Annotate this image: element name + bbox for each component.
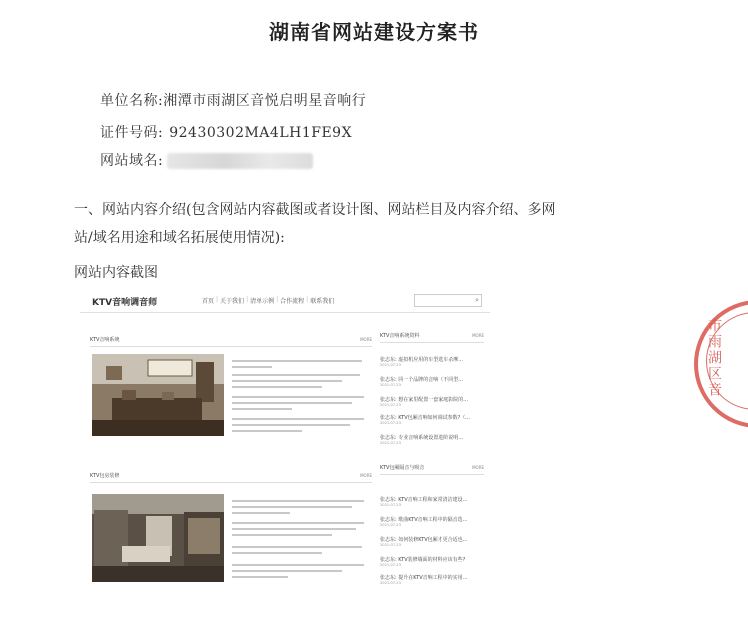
right-section-more-2: MORE	[472, 465, 484, 470]
right-section-title-1: KTV音响系统资料	[380, 333, 420, 339]
nav-item-cases: 清单示例	[250, 298, 275, 305]
website-screenshot	[80, 290, 490, 612]
right-section-head-1	[380, 332, 484, 343]
news-item: 张志东: 如何装修KTV包厢才更合适也... 2021-07-23	[380, 537, 468, 547]
unit-name-label: 单位名称:	[100, 93, 164, 109]
ktv-room-photo-2	[92, 494, 224, 582]
news-item: 张志东: KTV音响工程和家常清洁建设... 2021-07-23	[380, 497, 468, 507]
site-search-box	[414, 294, 482, 307]
left-section-more-1: MORE	[360, 337, 372, 342]
right-section-head-2	[380, 464, 484, 475]
document-title: 湖南省网站建设方案书	[269, 20, 479, 44]
search-icon: ⌕	[475, 296, 479, 304]
screenshot-caption: 网站内容截图	[74, 265, 158, 281]
news-item: 张志东: 专业音响系统设置进阶说明... 2021-07-23	[380, 435, 464, 445]
unit-name-value: 湘潭市雨湖区音悦启明星音响行	[163, 93, 367, 109]
domain-row	[100, 150, 313, 170]
domain-redacted	[167, 153, 313, 169]
section-1-intro	[74, 196, 674, 252]
cert-number-value: 92430302MA4LH1FE9X	[169, 125, 353, 141]
left-section-head-2	[90, 472, 372, 483]
ktv-room-photo-1	[92, 354, 224, 436]
official-seal-text: 市雨湖区音	[706, 318, 722, 398]
unit-name-row	[100, 90, 366, 110]
cert-number-label: 证件号码:	[100, 125, 164, 141]
news-item: 张志东: KTV包厢音响如何调试参数?（... 2021-07-23	[380, 415, 471, 425]
nav-item-process: 合作流程	[280, 298, 305, 305]
nav-item-about: 关于我们	[220, 298, 245, 305]
news-item: 张志东: 歌曲KTV音响工程中的隔音选... 2021-07-23	[380, 517, 468, 527]
left-section-title-1: KTV音响系统	[90, 337, 120, 343]
cert-number-row	[100, 122, 352, 142]
right-section-title-2: KTV包厢隔音与吸音	[380, 465, 425, 471]
site-nav-items: 首页 | 关于我们 | 清单示例 | 合作流程 | 联系我们	[202, 296, 335, 305]
site-logo: KTV音响调音师	[92, 298, 158, 308]
section-1-line-2: 站/域名用途和域名拓展使用情况):	[74, 230, 285, 246]
news-item: 张志东: 同一个品牌的音响（不同型... 2021-07-23	[380, 377, 464, 387]
news-item: 张志东: 提升在KTV音响工程中的实用... 2021-07-23	[380, 575, 468, 585]
nav-item-home: 首页	[202, 298, 215, 305]
left-section-text-1	[232, 360, 368, 446]
left-section-head-1	[90, 336, 372, 347]
left-section-title-2: KTV包房装修	[90, 473, 120, 479]
nav-item-contact: 联系我们	[310, 298, 335, 305]
site-nav-bar	[80, 290, 490, 313]
news-item: 张志东: 虚拟机应用的车型选车杀摩... 2021-07-23	[380, 357, 464, 367]
left-section-more-2: MORE	[360, 473, 372, 478]
news-item: 张志东: 想在家里配置一套家庭影院的... 2021-07-23	[380, 397, 469, 407]
section-1-line-1: 一、网站内容介绍(包含网站内容截图或者设计图、网站栏目及内容介绍、多网	[74, 202, 556, 218]
left-section-text-2	[232, 500, 368, 592]
news-item: 张志东: KTV装修墙面的材料应该有些? 2021-07-23	[380, 557, 466, 567]
right-section-more-1: MORE	[472, 333, 484, 338]
domain-label: 网站域名:	[100, 153, 164, 169]
